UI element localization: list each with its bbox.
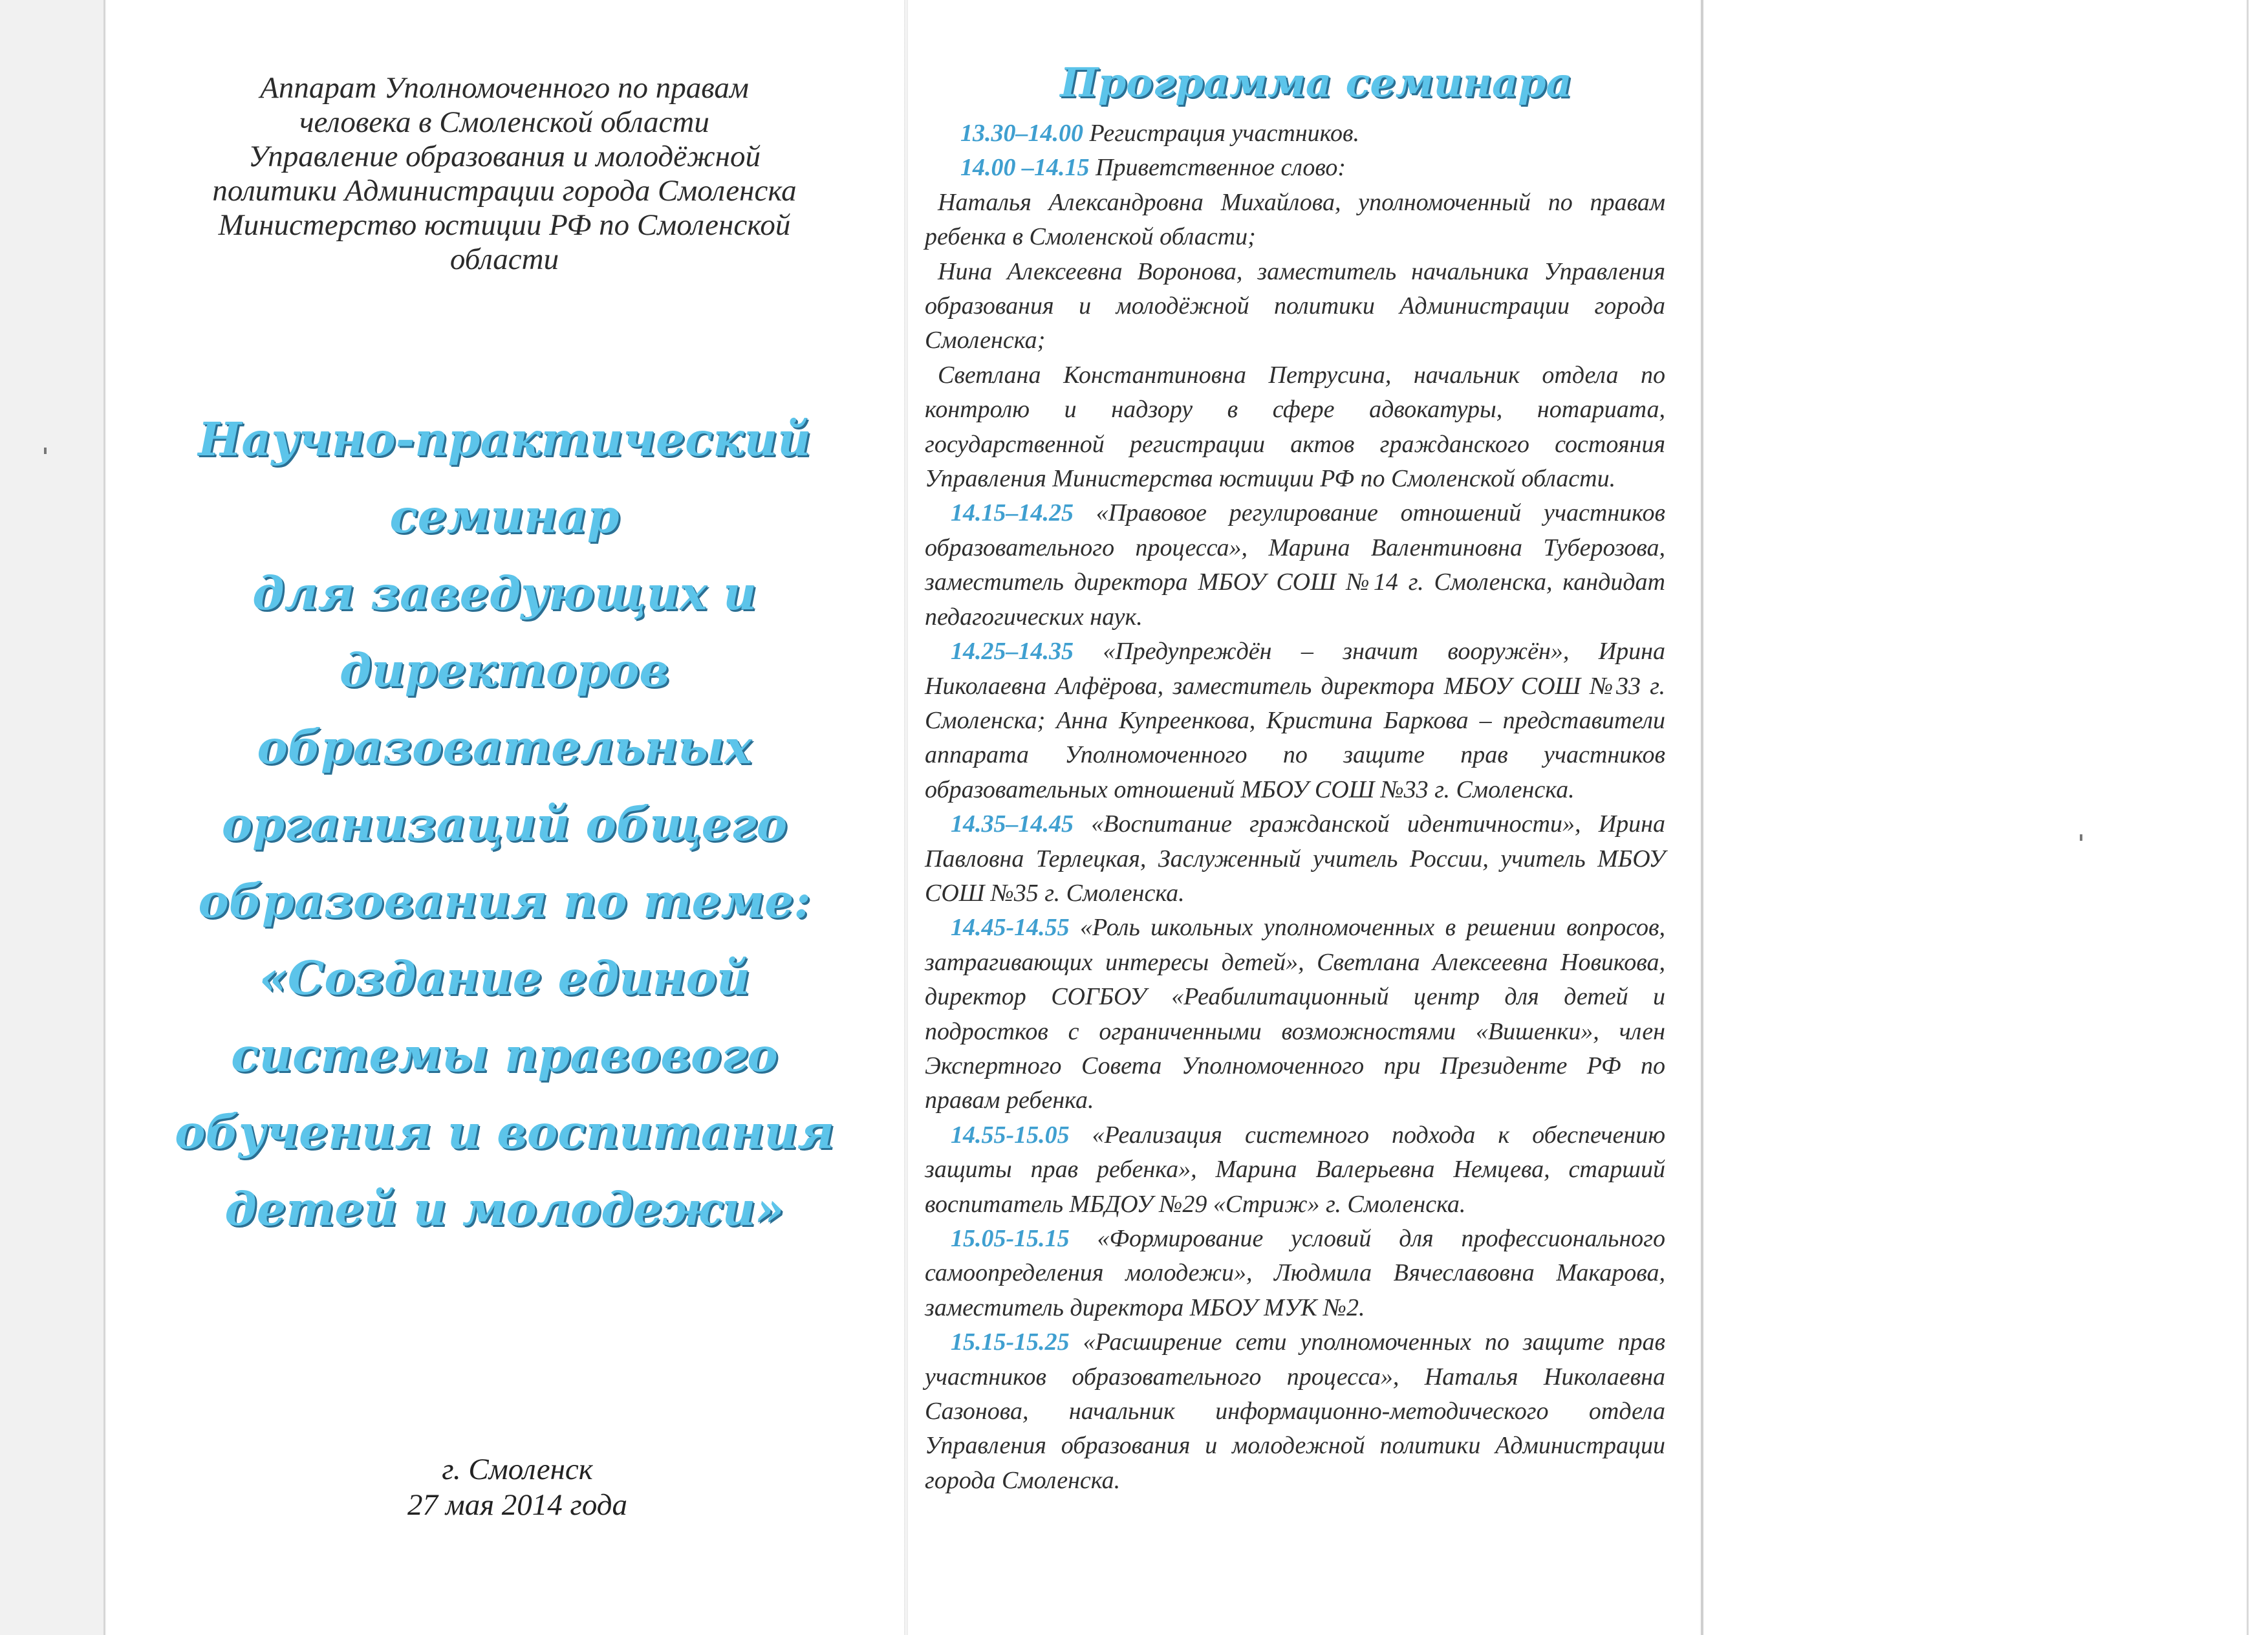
program-time: 14.00 –14.15: [960, 154, 1090, 182]
program-text: «Правовое регулирование отношений участников образовательного процесса», Марина Валентиновна Туберозова, заместитель директора МБОУ СОШ №14 г. Смоленска, кандидат педагогических наук.: [925, 499, 1665, 631]
title-line: для заведующих и: [252, 566, 757, 620]
program-item: [925, 151, 1665, 185]
organizer-line: Министерство юстиции РФ по Смоленской: [218, 208, 791, 242]
organizer-line: политики Администрации города Смоленска: [212, 174, 797, 208]
title-line: детей и молодежи»: [224, 1182, 784, 1236]
program-text: «Воспитание гражданской идентичности», Ирина Павловна Терлецкая, Заслуженный учитель России, учитель МБОУ СОШ №35 г. Смоленска.: [925, 810, 1665, 907]
title-line: образования по теме:: [198, 874, 811, 928]
program-item: [925, 1325, 1665, 1498]
seminar-date: 27 мая 2014 года: [407, 1488, 628, 1522]
organizer-line: человека в Смоленской области: [299, 105, 709, 139]
scan-left-margin: [0, 0, 105, 1635]
scan-right-margin: [1701, 0, 2268, 1635]
organizer-line: Аппарат Уполномоченного по правам: [260, 71, 749, 105]
title-line: «Создание единой: [259, 951, 750, 1005]
program-item: [925, 496, 1665, 634]
seminar-title: [129, 401, 880, 1248]
organizer-line: области: [449, 243, 559, 276]
program-item: [925, 1222, 1665, 1325]
program-time: 14.15–14.25: [951, 499, 1074, 527]
program-time: 15.05-15.15: [951, 1225, 1070, 1252]
title-line: обучения и воспитания: [175, 1105, 834, 1159]
scan-speck: [2080, 834, 2082, 841]
program-list: [925, 116, 1665, 1498]
program-text: «Расширение сети уполномоченных по защите прав участников образовательного процесса», Наталья Николаевна Сазонова, начальник информационно-методического отдела Управления образования и молодежной политики Администрации города Смоленска.: [925, 1328, 1665, 1494]
title-line: семинар: [389, 489, 620, 543]
welcome-speaker: Светлана Константиновна Петрусина, начальник отдела по контролю и надзору в сфере адвокатуры, нотариата, государственной регистрации актов гражданского состояния Управления Министерства юстиции РФ по Смоленской области.: [925, 361, 1665, 493]
program-text: «Реализация системного подхода к обеспечению защиты прав ребенка», Марина Валерьевна Немцева, старший воспитатель МБДОУ №29 «Стриж» г. Смоленска.: [925, 1121, 1665, 1218]
program-item: [925, 911, 1665, 1118]
organizers-block: [142, 71, 867, 277]
welcome-speaker: Наталья Александровна Михайлова, уполномоченный по правам ребенка в Смоленской области;: [925, 188, 1665, 251]
scan-speck: [44, 448, 47, 454]
margin-rule-line: [2247, 0, 2249, 1635]
program-item: [925, 116, 1665, 151]
title-line: системы правового: [231, 1028, 778, 1082]
program-text: «Роль школьных уполномоченных в решении вопросов, затрагивающих интересы детей», Светлана Алексеевна Новикова, директор СОГБОУ «Реабилитационный центр для детей и подростков с ограниченными возможностями «Вишенки», член Экспертного Совета Уполномоченного при Президенте РФ по правам ребенка.: [925, 914, 1665, 1114]
program-time: 13.30–14.00: [960, 120, 1083, 147]
title-line: образовательных: [257, 720, 752, 774]
program-item: [925, 634, 1665, 807]
seminar-place: г. Смоленск: [442, 1453, 593, 1486]
welcome-speaker: Нина Алексеевна Воронова, заместитель начальника Управления образования и молодёжной политики Администрации города Смоленска;: [925, 257, 1665, 354]
program-time: 14.45-14.55: [951, 914, 1070, 942]
program-time: 14.25–14.35: [951, 638, 1074, 666]
program-text: Приветственное слово:: [1089, 154, 1346, 182]
title-line: директоров: [340, 643, 669, 697]
title-line: Научно-практический: [198, 412, 811, 466]
program-text: «Формирование условий для профессионального самоопределения молодежи», Людмила Вячеславовна Макарова, заместитель директора МБОУ МУК №2.: [925, 1225, 1665, 1321]
title-line: организаций общего: [221, 797, 788, 851]
organizer-line: Управление образования и молодёжной: [248, 140, 761, 173]
program-text: «Предупреждён – значит вооружён», Ирина Николаевна Алфёрова, заместитель директора МБОУ СОШ №33 г. Смоленска; Анна Купреенкова, Кристина Баркова – представители аппарата Уполномоченного по защите прав участников образовательных отношений МБОУ СОШ №33 г. Смоленска.: [925, 638, 1665, 803]
program-time: 15.15-15.25: [951, 1328, 1070, 1356]
program-heading: Программа семинара: [1060, 59, 1572, 106]
brochure-fold: [904, 0, 908, 1635]
program-time: 14.55-15.05: [951, 1121, 1070, 1149]
program-text: Регистрация участников.: [1083, 120, 1359, 147]
program-item: [925, 1118, 1665, 1222]
program-time: 14.35–14.45: [951, 810, 1074, 838]
program-item: [925, 807, 1665, 911]
